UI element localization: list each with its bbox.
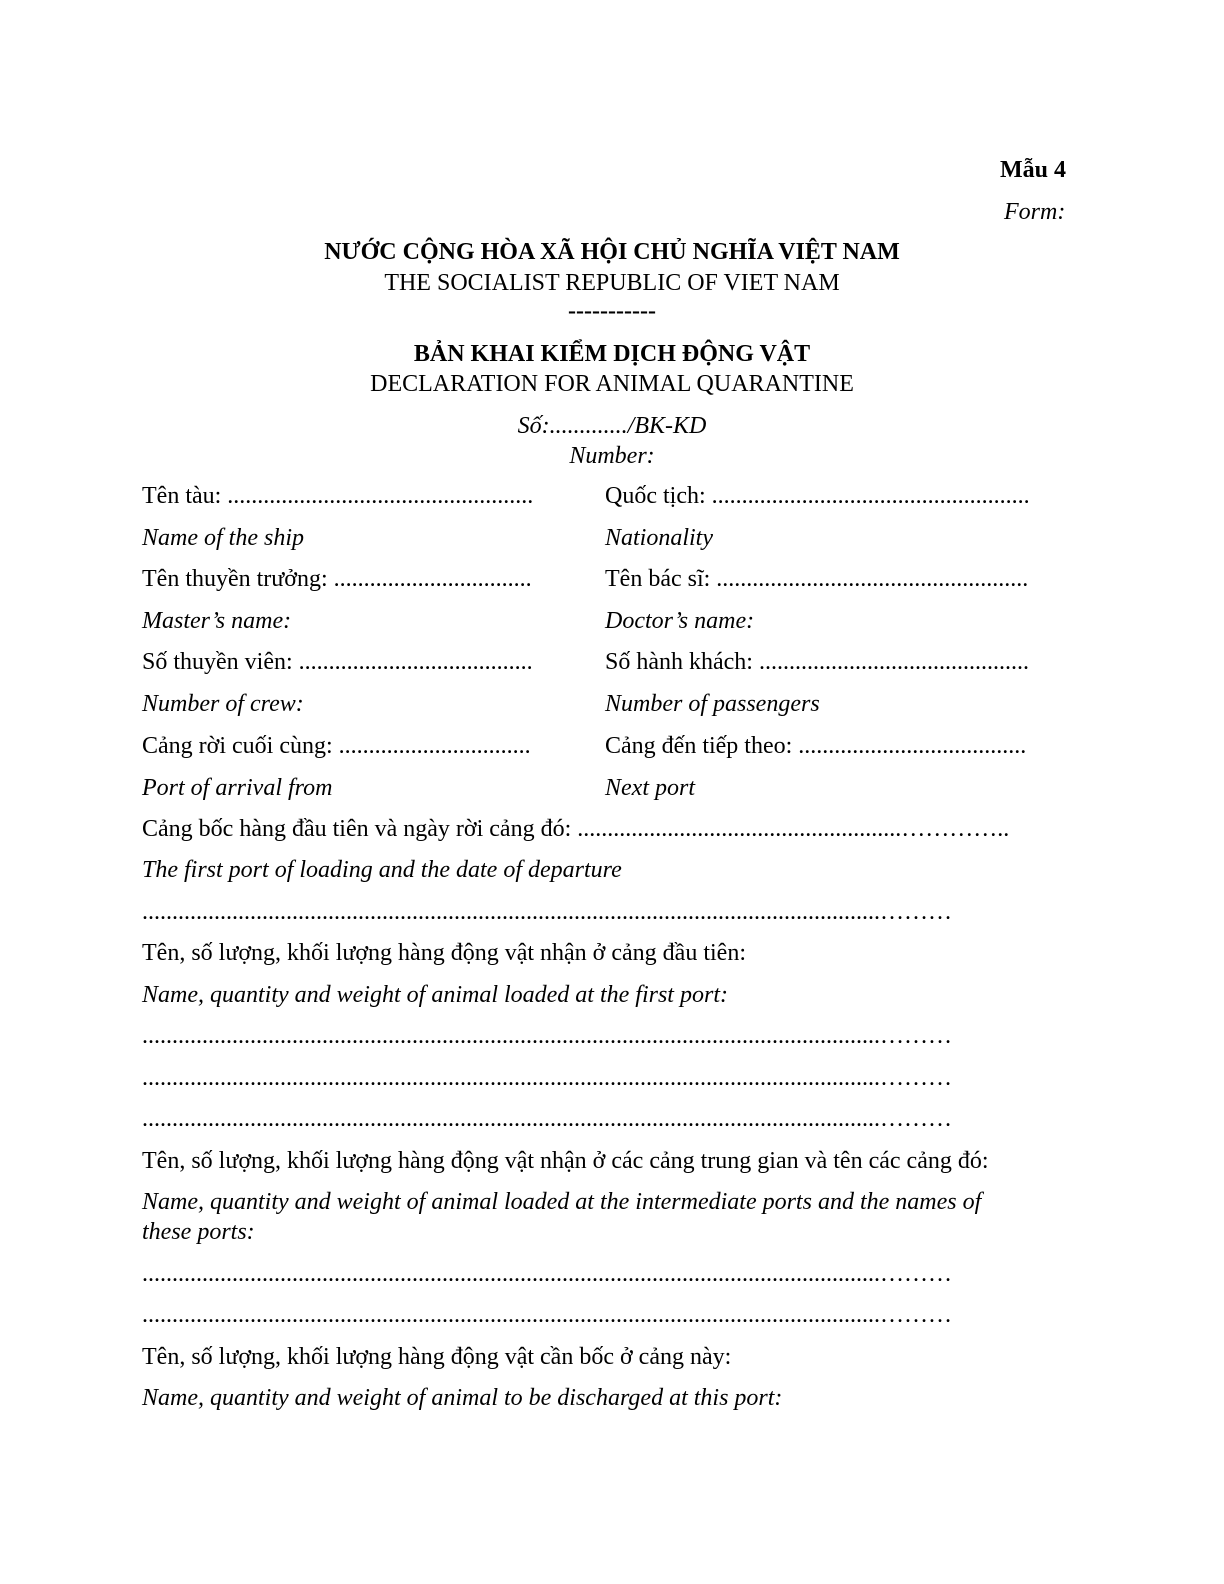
doctor-name-label-en: Doctor’s name: <box>605 608 755 634</box>
master-name-field: Tên thuyền trưởng: ................................. <box>142 567 532 591</box>
document-number-en: Number: <box>569 443 655 469</box>
country-title-en: THE SOCIALIST REPUBLIC OF VIET NAM <box>384 270 840 296</box>
animal-intermediate-ports-label-en: Name, quantity and weight of animal loaded at the intermediate ports and the names of <box>142 1189 982 1215</box>
animal-intermediate-ports-label-en-cont: these ports: <box>142 1219 255 1245</box>
animal-intermediate-ports-line-1: ...........................................................................................................................……… <box>142 1262 952 1286</box>
doctor-name-field: Tên bác sĩ: .................................................... <box>605 567 1029 591</box>
animal-first-port-line-1: ...........................................................................................................................……… <box>142 1024 952 1048</box>
first-loading-port-line: ...........................................................................................................................……… <box>142 900 952 924</box>
animal-intermediate-ports-label-vi: Tên, số lượng, khối lượng hàng động vật nhận ở các cảng trung gian và tên các cảng đó: <box>142 1148 989 1174</box>
form-number: Mẫu 4 <box>1000 157 1066 183</box>
animal-discharge-label-vi: Tên, số lượng, khối lượng hàng động vật cần bốc ở cảng này: <box>142 1344 732 1370</box>
animal-first-port-label-en: Name, quantity and weight of animal loaded at the first port: <box>142 982 728 1008</box>
country-title-vi: NƯỚC CỘNG HÒA XÃ HỘI CHỦ NGHĨA VIỆT NAM <box>324 239 900 265</box>
document-number-vi: Số:............./BK-KD <box>517 413 707 439</box>
crew-count-field: Số thuyền viên: ....................................... <box>142 650 533 674</box>
first-loading-port-label-en: The first port of loading and the date of departure <box>142 857 622 883</box>
animal-first-port-line-2: ...........................................................................................................................……… <box>142 1066 952 1090</box>
document-title-en: DECLARATION FOR ANIMAL QUARANTINE <box>370 371 854 397</box>
passenger-count-label-en: Number of passengers <box>605 691 820 717</box>
last-port-label-en: Port of arrival from <box>142 775 333 801</box>
master-name-label-en: Master’s name: <box>142 608 292 634</box>
document-title-vi: BẢN KHAI KIỂM DỊCH ĐỘNG VẬT <box>413 341 811 367</box>
nationality-field: Quốc tịch: ..................................................... <box>605 484 1030 508</box>
ship-name-label-en: Name of the ship <box>142 525 304 551</box>
ship-name-field: Tên tàu: ................................................... <box>142 484 534 508</box>
last-port-field: Cảng rời cuối cùng: ................................ <box>142 734 531 758</box>
animal-intermediate-ports-line-2: ...........................................................................................................................……… <box>142 1303 952 1327</box>
passenger-count-field: Số hành khách: ............................................. <box>605 650 1029 674</box>
crew-count-label-en: Number of crew: <box>142 691 304 717</box>
animal-first-port-line-3: ...........................................................................................................................……… <box>142 1107 952 1131</box>
header-separator: ----------- <box>568 298 656 324</box>
next-port-label-en: Next port <box>605 775 695 801</box>
animal-discharge-label-en: Name, quantity and weight of animal to be discharged at this port: <box>142 1385 783 1411</box>
nationality-label-en: Nationality <box>605 525 713 551</box>
next-port-field: Cảng đến tiếp theo: ...................................... <box>605 734 1027 758</box>
first-loading-port-field: Cảng bốc hàng đầu tiên và ngày rời cảng đó: ......................................................………….. <box>142 817 1010 841</box>
form-label-en: Form: <box>1004 199 1066 225</box>
animal-first-port-label-vi: Tên, số lượng, khối lượng hàng động vật nhận ở cảng đầu tiên: <box>142 940 746 966</box>
